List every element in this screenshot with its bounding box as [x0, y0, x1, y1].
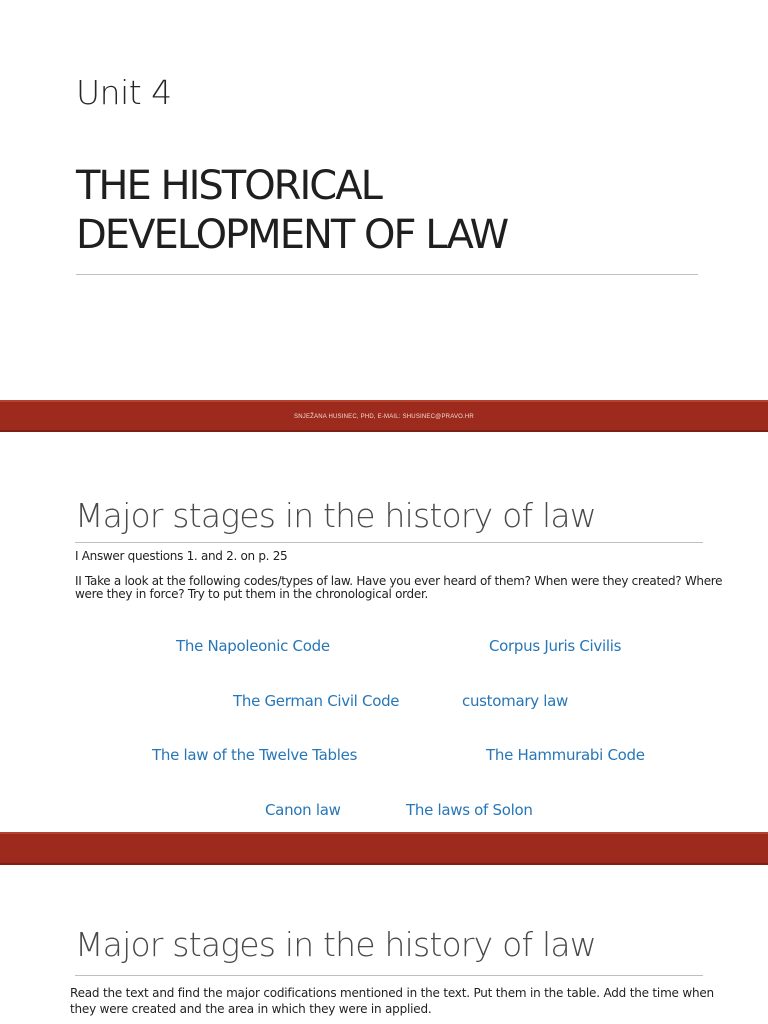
term-canon-law: Canon law — [265, 801, 341, 819]
footer-author-email: SNJEŽANA HUSINEC, PHD, E-MAIL: SHUSINEC@PRAVO.HR — [294, 414, 474, 420]
term-laws-of-solon: The laws of Solon — [406, 801, 533, 819]
heading-divider — [75, 542, 703, 543]
footer-band — [0, 832, 768, 865]
section-heading: Major stages in the history of law — [75, 925, 596, 964]
heading-divider — [75, 975, 703, 976]
unit-label: Unit 4 — [76, 73, 172, 112]
reading-instruction: Read the text and find the major codifications mentioned in the text. Put them in the table. Add the time when they were created and the area in which they were in applied. — [70, 986, 714, 1016]
instruction-1: I Answer questions 1. and 2. on p. 25 — [75, 549, 288, 563]
title-slide — [0, 0, 768, 400]
term-hammurabi-code: The Hammurabi Code — [486, 746, 645, 764]
stages-slide — [0, 432, 768, 832]
title-divider — [76, 274, 698, 275]
term-customary-law: customary law — [462, 692, 568, 710]
term-corpus-juris-civilis: Corpus Juris Civilis — [489, 637, 622, 655]
slide-title-line-1: THE HISTORICAL — [76, 163, 381, 209]
term-twelve-tables: The law of the Twelve Tables — [152, 746, 358, 764]
slide-title — [76, 162, 696, 260]
instruction-2: II Take a look at the following codes/types of law. Have you ever heard of them? When were they created? Where were they in force? Try to put them in the chronological order. — [75, 574, 723, 601]
codifications-slide — [0, 865, 768, 1024]
slide-title-line-2: DEVELOPMENT OF LAW — [76, 212, 508, 258]
term-german-civil-code: The German Civil Code — [233, 692, 400, 710]
section-heading: Major stages in the history of law — [75, 496, 596, 535]
term-napoleonic-code: The Napoleonic Code — [176, 637, 330, 655]
